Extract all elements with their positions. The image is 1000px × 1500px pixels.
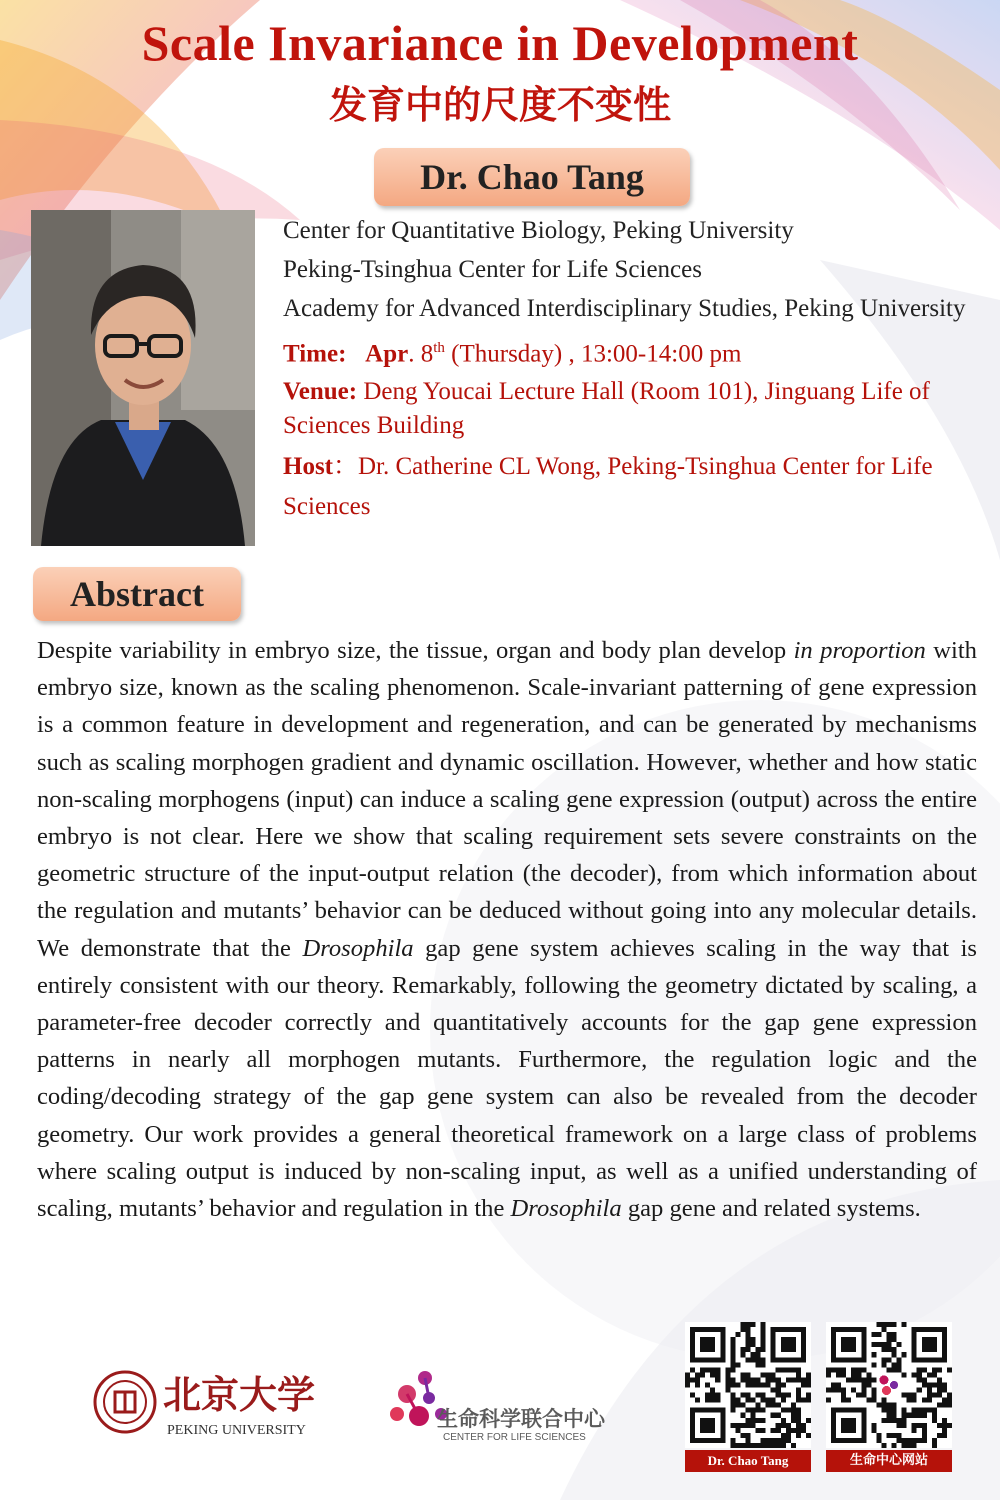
abstract-emphasis: in proportion — [793, 637, 926, 664]
abstract-part: gap gene system achieves scaling in the way that is entirely consistent with our theory. Remarkably, following the geometry dictated by scaling, a parameter-free decoder correctly and quantitatively accounts for the gap gene expression patterns in nearly all morphogen mutants. Furthermore, the regulation logic and the coding/decoding strategy of the gap gene system can also be revealed from the decoder geometry. Our work provides a general theoretical framework on a large class of problems where scaling output is induced by non-scaling input, as well as a unified understanding of scaling, mutants’ behavior and regulation in the — [37, 934, 978, 1223]
speaker-info — [283, 214, 988, 531]
abstract-part: gap gene and related systems. — [621, 1195, 921, 1223]
qr-center-logo-icon — [876, 1372, 901, 1397]
time-line — [283, 331, 988, 371]
host-line — [283, 447, 988, 527]
speaker-photo — [31, 210, 255, 546]
pku-logo-english: PEKING UNIVERSITY — [167, 1423, 306, 1438]
cls-logo-english: CENTER FOR LIFE SCIENCES — [443, 1432, 586, 1443]
talk-title-chinese: 发育中的尺度不变性 — [328, 83, 671, 127]
speaker-name-badge: Dr. Chao Tang — [374, 148, 690, 206]
affiliation: Academy for Advanced Interdisciplinary Studies, Peking University — [283, 295, 966, 322]
affiliation: Peking-Tsinghua Center for Life Sciences — [283, 256, 702, 283]
qr-label-speaker: Dr. Chao Tang — [685, 1450, 811, 1472]
pku-logo-chinese: 北京大学 — [163, 1373, 316, 1417]
abstract-part: with embryo size, known as the scaling phenomenon. Scale-invariant patterning of gene expression is a common feature in development and regeneration, and can be generated by mechanisms such as scaling morphogen gradient and dynamic oscillation. However, whether and how static non-scaling morphogens (input) can induce a scaling gene expression (output) across the entire embryo is not clear. Here we show that scaling requirement sets severe constraints on the geometric structure of the input-output relation (the decoder), from which information about the regulation and mutants’ behavior can be deduced without going into any molecular details. We demonstrate that the — [37, 637, 977, 962]
qr-label-center-website: 生命中心网站 — [826, 1450, 952, 1472]
abstract-heading: Abstract — [33, 567, 241, 621]
abstract-species: Drosophila — [510, 1195, 622, 1223]
abstract-species: Drosophila — [302, 934, 414, 962]
time-value: (Thursday) , 13:00-14:00 pm — [444, 340, 742, 368]
time-day-suffix: th — [433, 340, 445, 356]
venue-label: Venue: — [283, 378, 358, 406]
qr-code-speaker[interactable] — [685, 1322, 811, 1448]
venue-value: Deng Youcai Lecture Hall (Room 101), Jinguang Life of Sciences Building — [283, 378, 930, 440]
time-month: Apr — [365, 340, 409, 368]
cls-logo-chinese: 生命科学联合中心 — [437, 1407, 605, 1431]
affiliation: Center for Quantitative Biology, Peking University — [283, 217, 794, 244]
peking-university-logo — [93, 1366, 333, 1440]
host-label: Host — [283, 453, 333, 481]
venue-line — [283, 375, 988, 443]
time-label: Time: — [283, 340, 347, 368]
center-for-life-sciences-logo — [385, 1364, 625, 1444]
time-day: . 8 — [408, 340, 434, 368]
qr-code-center-website[interactable] — [826, 1322, 952, 1448]
abstract-text — [37, 632, 977, 1227]
talk-title-english: Scale Invariance in Development — [141, 15, 859, 71]
abstract-part: Despite variability in embryo size, the tissue, organ and body plan develop — [37, 637, 794, 664]
host-value: ：Dr. Catherine CL Wong, Peking-Tsinghua Center for Life Sciences — [283, 453, 933, 521]
